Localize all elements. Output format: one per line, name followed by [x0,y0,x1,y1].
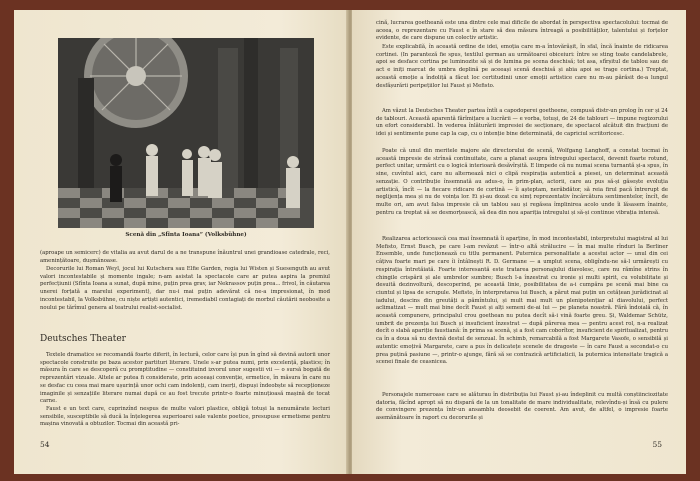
body-paragraph: cină, lucrarea goetheană este una dintre cele mai dificile de abordat în perspectiva spectacolului: tocmai de aceea, o reprezentare cu Faust e în stare să dea măsura întreagă a posibilităților, talentului și forțelor evidente, de care dispune un colectiv artistic. [376,20,668,42]
section-heading: Deutsches Theater [40,334,126,344]
stage-photo [58,38,314,228]
body-paragraph: Decorurile lui Roman Weyl, jocul lui Kutschera sau Elfie Garden, regia lui Wisten și Suesenguth au avut valori incontestabile și momente ingale; n-am asistat la spectacole care ar putea aspira la premiul perfecțiunii (Sfînta Ioana a sunat, după mine, puțin prea grav, iar Nekrassov puțin prea... frivol, în căutarea unerei forțată a marelui experiment), dar nu-i mai puțin adevărat că ne-a impresionat, în mod incontestabil, la Volksbühne, cu niște artiști autentici, iremediabil contagiați de morbul căutării neobosite a noului pe tărîmul genera al teatrului realist-socialist. [40,266,330,311]
body-paragraph: Realizarea actoricească cea mai însemnată îi aparține, în mod incontestabil, interpretului magistral al lui Mefisto, Ernst Busch, pe care l-am revăzut — într-o altă strălucire — în mai multe rînduri la Berliner Ensemble, unde funcționează cu titlu permanent. Puternica personalitate a acestui actor — unul din cei câțiva foarte mari pe care îi întâlnești R. D. Germane — a umplut scena, obligîndu-ne să-l urmărești cu respirația întretăiată. Foarte interesantă este tratarea personajului diavolesc, care nu rămîne strins în chingile crispării și ale umbrelor sumbre; Busch l-a înzestrat cu ironie și multi spirit, cu volubilitate și desuită dezinvoltură, descoperind, pe această linie, posibilitatea de a-i cumpăra pe scenă mai bine ca ciuntul și lipsa de scrupule. Mefisto, în interpretarea lui Busch, a părut mai puțin un cetățean jurădicinat al iadului, descins din greutăți a pămîntului, și mult mai mult un plenipotențiar al diavolului, perfect aclimatizat — mult mai bine decît Faust și alți semeni de-ai lui — pe planeta noastră. Fără îndoială că, în această compunere, principalul crou goethean nu putea decît să-i vină foarte greu. Și, Waldemar Schütz, umbrit de prezența lui Busch și insuficient înzestrat — după părerea mea — pentru acest rol, n-a realizat decît o slabă apariție faustiană: în prima sa scenă, și a fost cam coborîtor, insuficient de spiritualizat, pentru ca în a doua să nu devină destul de senzual. În schimb, remarcabilă a fost Margarete Vasofe, o sensibilă și autentic emoțivă Margarete, care a pus în delicatețe scenele de dragoste — în care Faust a secondat-o cu prea puțină pasiune —, printr-o ajunge, fără să se contrazică artificiaticii, la puternica intensitate tragică a scenei finale de ceasnicea. [376,236,668,366]
body-paragraph: Faust e un text care, cuprinzînd nespus de multe valori plastice, obligă totuși la nenumărate lecturi sensibile, susceptibile să ducă la înțelegerea superioarei sale valente poetice, presupuse ermetisme pentru mașina vinovată a obtuzilor. Tocmai din această pri- [40,406,330,428]
stage-photo-illustration [58,38,314,228]
left-page [14,10,348,474]
body-paragraph: Am văzut la Deutsches Theater partea întîi a capodoperei goetheene, compusă distr-un prolog în cer și 24 de tablouri. Această aparentă fărîmițare a lucrării — e vorba, totuși, de 24 de tablouri — impune regizorului un efort considerabil. În vederea înlăturării impresiei de secționare, de spectacol alcătuit din fracțiuni de idei și sentimente pune cap la cap, cu o intenție bine determinată, de capriciul scriitoricesc. [376,108,668,138]
page-number: 54 [40,440,50,449]
right-page [352,10,686,474]
page-number: 55 [652,440,662,449]
body-paragraph: Personajele numeroase care se alăturau în distribuția lui Faust și-au îndeplinit cu multă conștiinciozitate datoria, făcînd apropt să nu dispară de la un tonalitate de mare individualitate, relevîndu-și însă cu pulere de convingere prezența într-un ansamblu deosebit de coerent. Am avut, de altfel, o impresie foarte asemănătoare în raport cu decorurile și [376,392,668,422]
body-paragraph: Este explicabilă, în această ordine de idei, emoția care m-a întovărășit, în sfal, încă înainte de ridicarea cortinei. (In paranteză fie spus, textilul german au următoarei obiceiuri: între se sting toate candelabrele, apoi se desface cortina pe luminozite să și de lumina pe scena deschisă; tot asa, sfîrșitul de tablou sau de act e iniți marcat de umbra deplină pe aceeași scenă deschisă și abia apoi se trage cortina.) Treptat, această emoție a îndoliță a făcut loc certitudinii unor emoții artistice care nu m-au părăsit de-a lungul desfășurării peripețiilor lui Faust și Mefisto. [376,44,668,89]
body-paragraph: Poate că unul din meritele majore ale directorului de scenă, Wolfgang Langhoff, a constat tocmai în această impresie de strînsă continuitate, care a planat asupra întregului spectacol, devenit foarte rotund, perfect unitar, urmărit cu o logică interioară desăvîrșită. E limpede că nu numai scena turnantă și-a spus, în sine, cuvîntul aici, care nu alternează nici o clipă respirația autentică a piesei, un determinat această senzație. O contribuție însemnată au adus-o, în prim-plan, actorii, care au pus să-și găsește evoluția artistică, încît — la fiecare ridicare de cortină — îi așteptam, nerăbdător, să reia firul pacă întrerupt de neglijența mea și nu de voința lor. Ei și-au dozat cu simț reprezentativ încărcătura sentimentelor, încît, de multe ori, am avut falsa impresie că un tablou sau și regăsea împlinirea acolo unde îi lăsasem înainte, pentru ca treptat să se desmorțească, să dea din nou apariția intregului și să-și continue vibrația intensă. [376,148,668,216]
body-paragraph: Textele dramatice se recomandă foarte diferit, în lectură, celor care își pun în gînd să devină autorii unor spectacole construite pe baza acestor partituri literare. Unele s-ar putea numi, prin excelență, plastice; în măsura în care se descoperă cu promptitudine — constituind izvorul unor sugestii vii — o sursă bogată de reprezentări vizuale. Altele ar putea fi considerate, prin aceeași convenție, ermetice, în măsura în care nu se desfac cu ceea mai mare ușurință unor ochi cam indolenți, cam inerți, dispuși îndeobște să recepționeze imaginile și senzațiile literare numai după ce au fost trecute printr-o foarte minuțioasă mașină de tocat carne. [40,352,330,405]
intro-paragraph: (aproape un semicerc) de vitalia au avut darul de a ne transpune înăuntrul unei grandioase catedrale, reci, amenințătoare, dușmănoase. [40,250,330,264]
photo-caption: Scenă din „Sfînta Ioana” (Volksbühne) [125,232,247,238]
